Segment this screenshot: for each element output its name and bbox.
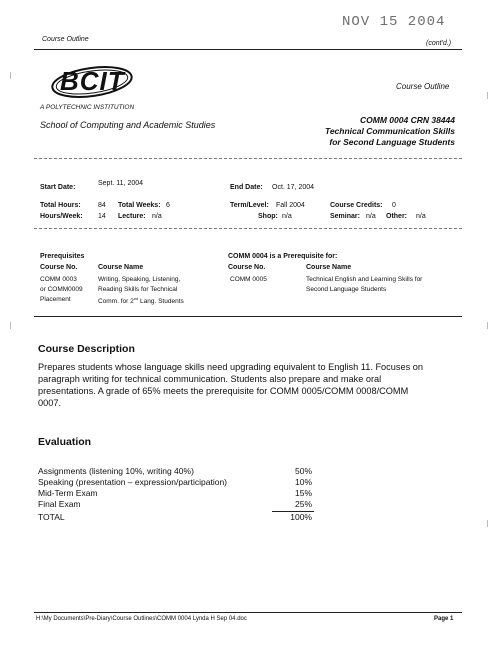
lecture-value: n/a — [152, 213, 162, 220]
prereq-col-course-no: Course No. — [40, 264, 78, 271]
prereq-for-row-name-1: Technical English and Learning Skills for — [306, 276, 423, 283]
prereq-row3-no: Placement — [40, 296, 71, 303]
prereq-row2-name: Reading Skills for Technical — [98, 286, 178, 293]
prereq-row1-name: Writing, Speaking, Listening, — [98, 276, 181, 283]
course-description-body — [38, 361, 468, 409]
scan-mark — [487, 92, 488, 99]
logo-wordmark: BCIT — [60, 66, 125, 96]
prereq-row3-name: Comm. for 2nd Lang. Students — [98, 296, 184, 306]
start-date-value: Sept. 11, 2004 — [98, 180, 144, 187]
shop-label: Shop: — [258, 213, 278, 220]
prereq-for-row-name-2: Second Language Students — [306, 286, 387, 293]
description-line: 0007. — [38, 398, 61, 408]
other-label: Other: — [386, 213, 407, 220]
prereq-for-col-course-name: Course Name — [306, 264, 352, 271]
term-value: Fall 2004 — [276, 202, 305, 209]
lecture-label: Lecture: — [118, 213, 146, 220]
prereq-row2-no: or COMM0009 — [40, 286, 83, 293]
hours-week-value: 14 — [98, 213, 106, 220]
prereq-for-col-course-no: Course No. — [228, 264, 266, 271]
shop-value: n/a — [282, 213, 292, 220]
seminar-value: n/a — [366, 213, 376, 220]
scan-mark — [10, 322, 11, 329]
eval-item-value: 10% — [294, 477, 312, 487]
school-name: School of Computing and Academic Studies — [40, 120, 216, 130]
total-weeks-label: Total Weeks: — [118, 202, 161, 209]
scan-mark — [10, 72, 11, 79]
start-date-label: Start Date: — [40, 184, 76, 191]
eval-item-label: Final Exam — [38, 499, 81, 509]
total-hours-value: 84 — [98, 202, 106, 209]
prereq-row1-no: COMM 0003 — [40, 276, 77, 283]
end-date-value: Oct. 17, 2004 — [272, 184, 315, 191]
description-line: Prepares students whose language skills need upgrading equivalent to English 11. Focuses on — [38, 362, 423, 372]
description-line: paragraph writing for technical communication. Students also prepare and make oral — [38, 374, 382, 384]
logo-tagline: A POLYTECHNIC INSTITUTION — [40, 104, 135, 111]
info-divider — [34, 228, 462, 229]
eval-item-value: 50% — [294, 466, 312, 476]
header-rule — [34, 49, 462, 50]
eval-item-label: Assignments (listening 10%, writing 40%) — [38, 466, 194, 476]
credits-value: 0 — [392, 202, 396, 209]
course-description-title: Course Description — [38, 343, 135, 355]
eval-item-value: 25% — [294, 499, 312, 509]
scan-mark — [487, 520, 488, 527]
eval-total-label: TOTAL — [38, 512, 65, 522]
evaluation-title: Evaluation — [38, 436, 92, 448]
header-left-label: Course Outline — [42, 36, 89, 43]
course-title-line2: for Second Language Students — [329, 137, 455, 147]
prerequisites-title: Prerequisites — [40, 253, 85, 260]
term-label: Term/Level: — [230, 202, 269, 209]
prereq-rule — [34, 316, 462, 317]
prereq-col-course-name: Course Name — [98, 264, 144, 271]
hours-week-label: Hours/Week: — [40, 213, 83, 220]
seminar-label: Seminar: — [330, 213, 360, 220]
scan-mark — [487, 322, 488, 329]
total-weeks-value: 6 — [166, 202, 170, 209]
eval-item-value: 15% — [294, 488, 312, 498]
eval-item-label: Mid-Term Exam — [38, 488, 98, 498]
footer-page-number: Page 1 — [434, 616, 454, 622]
received-date-stamp: NOV 15 2004 — [342, 14, 446, 30]
total-hours-label: Total Hours: — [40, 202, 81, 209]
description-line: presentations. A grade of 65% meets the prerequisite for COMM 0005/COMM 0008/COMM — [38, 386, 409, 396]
course-outline-label: Course Outline — [396, 82, 450, 91]
course-code: COMM 0004 CRN 38444 — [360, 115, 455, 125]
eval-item-label: Speaking (presentation – expression/participation) — [38, 477, 228, 487]
end-date-label: End Date: — [230, 184, 263, 191]
prereq-for-row-no: COMM 0005 — [230, 276, 267, 283]
eval-total-value: 100% — [290, 512, 312, 522]
credits-label: Course Credits: — [330, 202, 383, 209]
other-value: n/a — [416, 213, 426, 220]
bcit-logo — [48, 62, 136, 102]
footer-file-path: H:\My Documents\Pre-Diary\Course Outlines\COMM 0004 Lynda H Sep 04.doc — [36, 616, 247, 622]
footer-rule — [34, 612, 462, 613]
header-right-label: (cont'd.) — [426, 40, 452, 47]
prereq-for-title: COMM 0004 is a Prerequisite for: — [228, 253, 338, 260]
header-divider — [34, 158, 462, 159]
course-title-line1: Technical Communication Skills — [324, 126, 455, 136]
